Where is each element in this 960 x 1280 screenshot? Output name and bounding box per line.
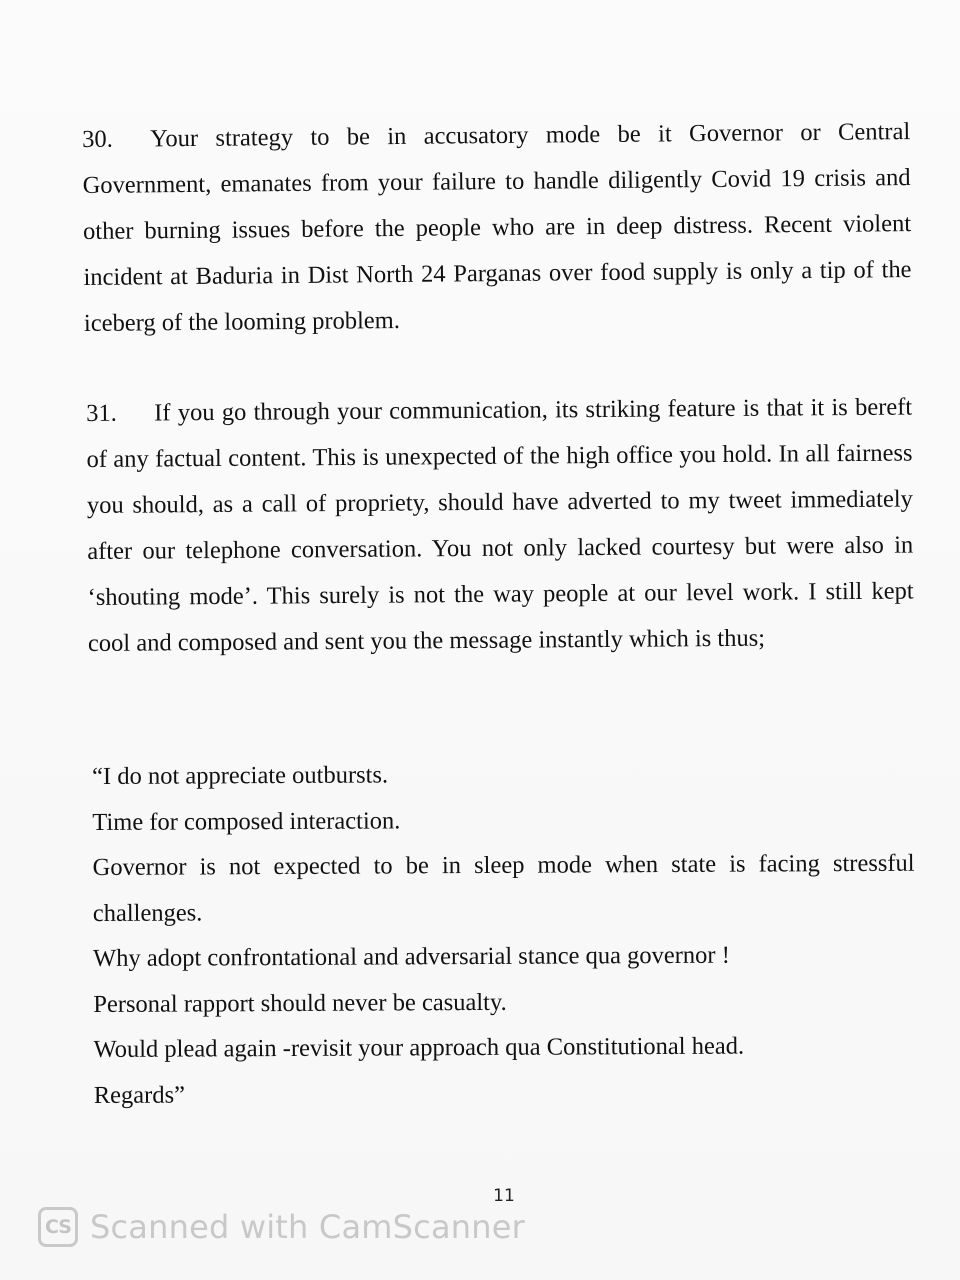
paragraph-number: 30.: [82, 125, 113, 153]
camscanner-watermark: [38, 1204, 525, 1250]
page-number: 11: [493, 1186, 515, 1206]
quote-line: “I do not appreciate outbursts.: [92, 761, 389, 790]
paragraph-text: If you go through your communication, its striking feature is that it is bereft of any factual content. This is unexpected of the high office you hold. In all fairness you should, as a call of propriety, should have adverted to my tweet immediately after our telephone conversation. You not only lacked courtesy but were also in ‘shouting mode’. This surely is not the way people at our level work. I still kept cool and composed and sent you the message instantly which is thus;: [86, 393, 914, 657]
quoted-message: [92, 750, 916, 1118]
quote-line: Personal rapport should never be casualty.: [93, 988, 507, 1018]
paragraph-30: [82, 109, 912, 347]
quote-line: Governor is not expected to be in sleep mode when state is facing stressful challenges.: [92, 849, 915, 927]
paragraph-number: 31.: [86, 399, 117, 427]
quote-line: Regards”: [93, 1081, 186, 1109]
paragraph-text: Your strategy to be in accusatory mode be it Governor or Central Government, emanates from your failure to handle diligently Covid 19 crisis and other burning issues before the people who are in deep distress. Recent violent incident at Baduria in Dist North 24 Parganas over food supply is only a tip of the iceberg of the looming problem.: [82, 118, 912, 337]
watermark-text: Scanned with CamScanner: [90, 1208, 525, 1246]
quote-line: Time for composed interaction.: [92, 806, 401, 836]
camscanner-logo-icon: CS: [38, 1207, 78, 1247]
paragraph-31: [86, 385, 914, 667]
quote-line: Would plead again -revisit your approach qua Constitutional head.: [93, 1032, 745, 1063]
quote-line: Why adopt confrontational and adversarial stance qua governor !: [93, 941, 730, 972]
